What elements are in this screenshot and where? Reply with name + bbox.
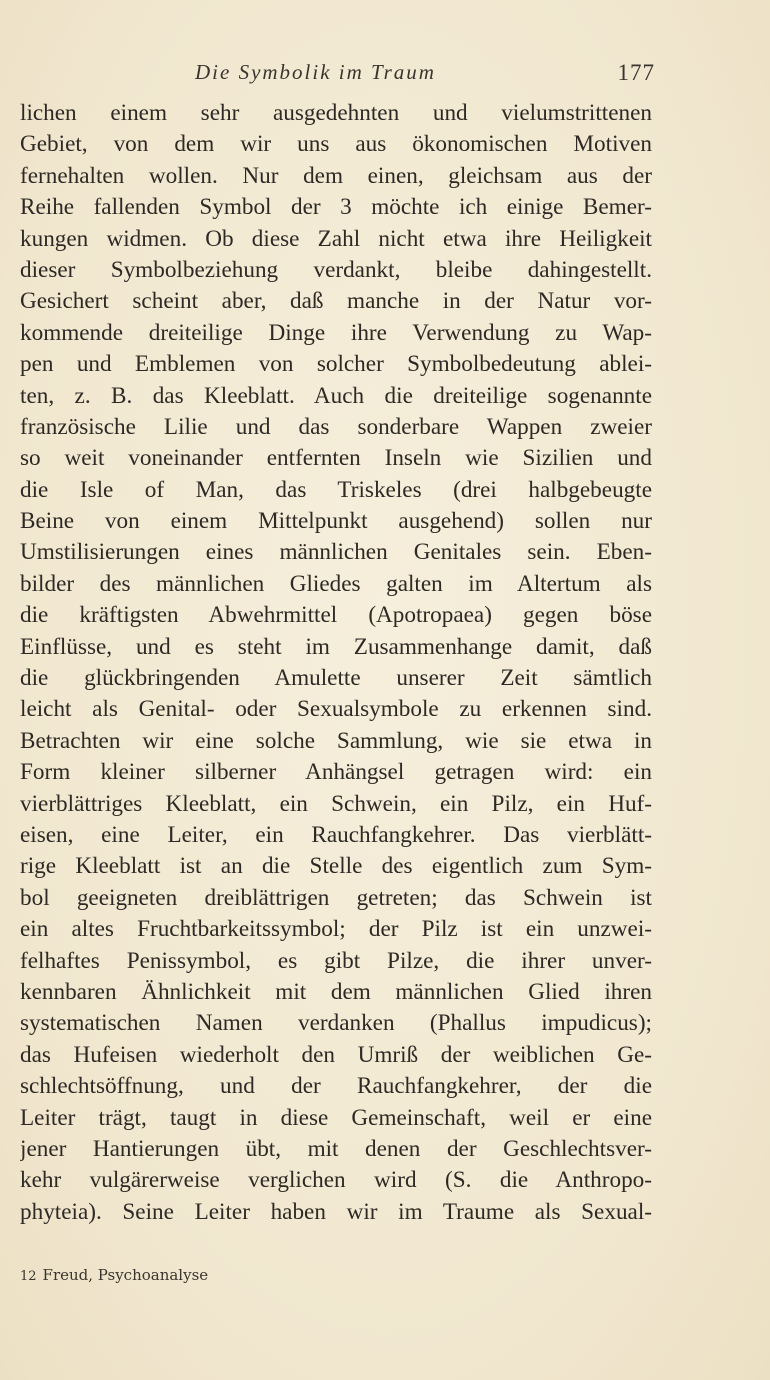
text-line: ein altes Fruchtbarkeitssymbol; der Pilz ist ein unzwei- bbox=[20, 916, 652, 943]
text-line: jener Hantierungen übt, mit denen der Geschlechtsver- bbox=[20, 1135, 652, 1162]
text-line: Beine von einem Mittelpunkt ausgehend) sollen nur bbox=[20, 508, 652, 535]
text-line: felhaftes Penissymbol, es gibt Pilze, die ihrer unver- bbox=[20, 947, 652, 974]
text-line: bol geeigneten dreiblättrigen getreten; das Schwein ist bbox=[20, 884, 652, 911]
text-line: Gesichert scheint aber, daß manche in der Natur vor- bbox=[20, 288, 652, 315]
text-line: rige Kleeblatt ist an die Stelle des eigentlich zum Sym- bbox=[20, 853, 652, 880]
text-line: die kräftigsten Abwehrmittel (Apotropaea) gegen böse bbox=[20, 602, 652, 629]
signature-number: 12 bbox=[20, 1269, 37, 1284]
text-line: eisen, eine Leiter, ein Rauchfangkehrer. Das vierblätt- bbox=[20, 821, 652, 848]
text-line: vierblättriges Kleeblatt, ein Schwein, ein Pilz, ein Huf- bbox=[20, 790, 652, 817]
printer-signature bbox=[20, 1266, 208, 1284]
text-line: kennbaren Ähnlichkeit mit dem männlichen Glied ihren bbox=[20, 978, 652, 1005]
text-line: kungen widmen. Ob diese Zahl nicht etwa ihre Heiligkeit bbox=[20, 225, 652, 252]
text-line: Gebiet, von dem wir uns aus ökonomischen Motiven bbox=[20, 131, 652, 158]
text-line: so weit voneinander entfernten Inseln wie Sizilien und bbox=[20, 445, 652, 472]
text-line: pen und Emblemen von solcher Symbolbedeutung ablei- bbox=[20, 351, 652, 378]
text-line: die glückbringenden Amulette unserer Zeit sämtlich bbox=[20, 665, 652, 692]
running-head bbox=[150, 60, 655, 90]
body-text bbox=[20, 98, 652, 1228]
text-line: das Hufeisen wiederholt den Umriß der weiblichen Ge- bbox=[20, 1041, 652, 1068]
text-line: systematischen Namen verdanken (Phallus impudicus); bbox=[20, 1010, 652, 1037]
text-line: Form kleiner silberner Anhängsel getragen wird: ein bbox=[20, 759, 652, 786]
text-line: Betrachten wir eine solche Sammlung, wie sie etwa in bbox=[20, 727, 652, 754]
text-line: kehr vulgärerweise verglichen wird (S. die Anthropo- bbox=[20, 1167, 652, 1194]
page-number: 177 bbox=[617, 60, 655, 85]
text-line: fernehalten wollen. Nur dem einen, gleichsam aus der bbox=[20, 162, 652, 189]
text-line: Reihe fallenden Symbol der 3 möchte ich einige Bemer- bbox=[20, 194, 652, 221]
text-line: Leiter trägt, taugt in diese Gemeinschaft, weil er eine bbox=[20, 1104, 652, 1131]
text-line: phyteia). Seine Leiter haben wir im Traume als Sexual- bbox=[20, 1198, 652, 1225]
running-head-title: Die Symbolik im Traum bbox=[195, 60, 436, 84]
text-line: Umstilisierungen eines männlichen Genitales sein. Eben- bbox=[20, 539, 652, 566]
text-line: Einflüsse, und es steht im Zusammenhange damit, daß bbox=[20, 633, 652, 660]
text-line: kommende dreiteilige Dinge ihre Verwendung zu Wap- bbox=[20, 319, 652, 346]
text-line: schlechtsöffnung, und der Rauchfangkehrer, der die bbox=[20, 1073, 652, 1100]
text-line: französische Lilie und das sonderbare Wappen zweier bbox=[20, 413, 652, 440]
text-line: ten, z. B. das Kleeblatt. Auch die dreiteilige sogenannte bbox=[20, 382, 652, 409]
text-line: bilder des männlichen Gliedes galten im Altertum als bbox=[20, 570, 652, 597]
signature-text: Freud, Psychoanalyse bbox=[42, 1266, 209, 1284]
text-line: die Isle of Man, das Triskeles (drei halbgebeugte bbox=[20, 476, 652, 503]
text-line: dieser Symbolbeziehung verdankt, bleibe dahingestellt. bbox=[20, 256, 652, 283]
text-line: lichen einem sehr ausgedehnten und vielumstrittenen bbox=[20, 100, 652, 126]
text-line: leicht als Genital- oder Sexualsymbole zu erkennen sind. bbox=[20, 696, 652, 723]
